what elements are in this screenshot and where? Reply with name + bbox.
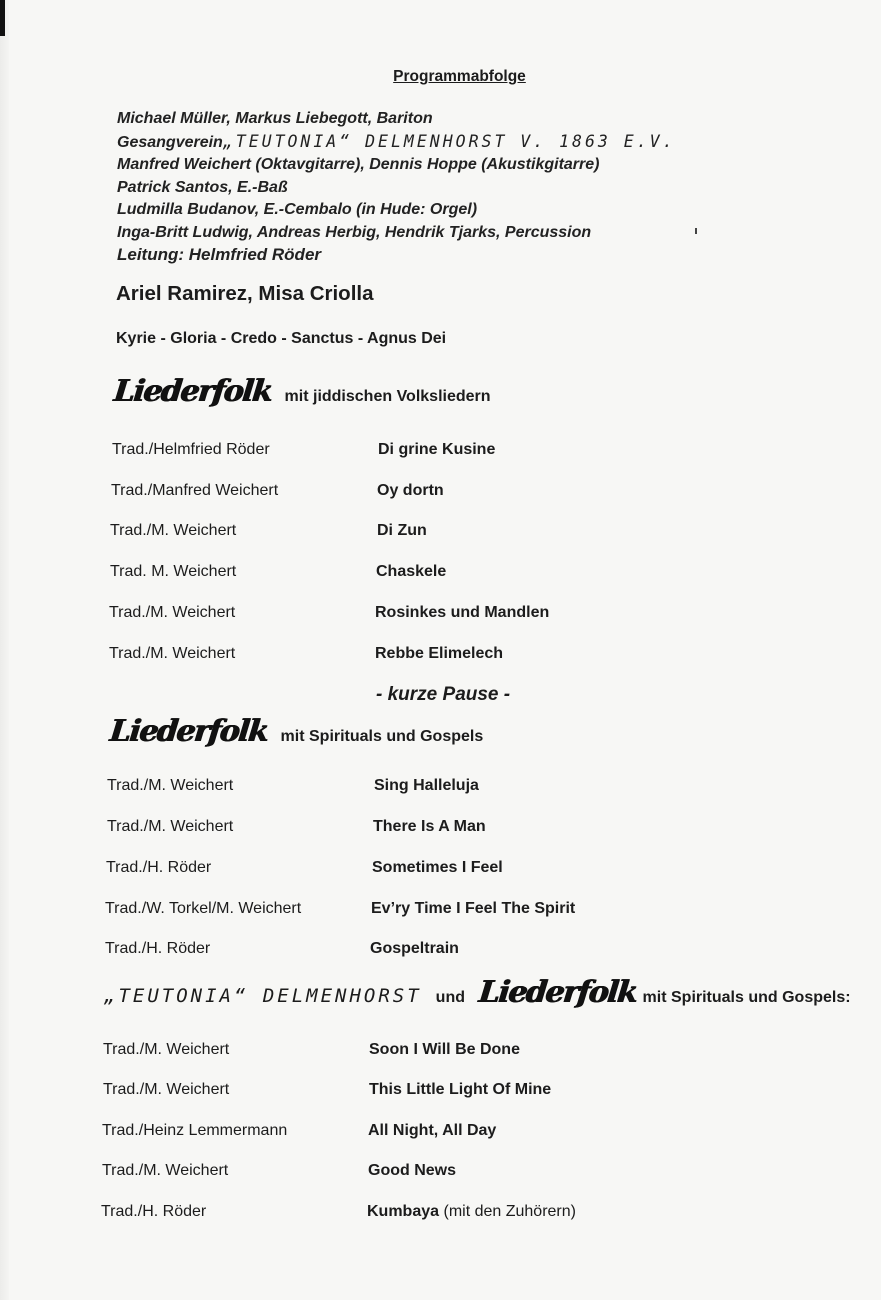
scan-mark [0,0,5,36]
song-title [367,1203,576,1221]
choir-name: „TEUTONIA“ DELMENHORST V. 1863 E.V. [222,131,676,151]
song-title: Rosinkes und Mandlen [375,604,550,621]
song-title: Gospeltrain [370,940,459,957]
stray-mark [695,228,697,234]
section-heading-spirituals [110,714,483,749]
choir-prefix: Gesangverein [117,133,223,151]
song-name: Kumbaya [367,1203,440,1220]
song-title: Rebbe Elimelech [375,645,504,662]
song-title: All Night, All Day [368,1122,497,1139]
song-title: There Is A Man [373,818,486,835]
song-title: Good News [368,1162,457,1179]
arranger: Trad./M. Weichert [107,818,234,835]
arranger: Trad./M. Weichert [102,1162,229,1179]
conjunction: und [435,989,465,1006]
song-title: Soon I Will Be Done [369,1041,520,1058]
arranger: Trad./M. Weichert [103,1041,230,1058]
arranger: Trad./H. Röder [101,1203,207,1220]
performer-list [117,108,676,267]
mass-movements: Kyrie - Gloria - Credo - Sanctus - Agnus Dei [116,330,447,347]
arranger: Trad./Helmfried Röder [112,441,270,458]
arranger: Trad./Heinz Lemmermann [102,1122,288,1139]
arranger: Trad./M. Weichert [109,645,236,662]
section-heading-joint [104,975,851,1010]
performer-line: Inga-Britt Ludwig, Andreas Herbig, Hendrik Tjarks, Percussion [117,223,592,241]
liederfolk-logo: Liederfolk [108,714,270,749]
arranger: Trad./Manfred Weichert [111,482,279,499]
arranger: Trad./M. Weichert [107,777,234,794]
song-title: Oy dortn [377,482,444,499]
performer-line: Patrick Santos, E.-Baß [117,178,288,196]
song-title: Sing Halleluja [374,777,479,794]
song-note: (mit den Zuhörern) [443,1203,576,1220]
scan-edge [0,0,9,1300]
intermission: - kurze Pause - [376,684,511,705]
section-heading-text: mit Spirituals und Gospels: [642,989,851,1006]
liederfolk-logo: Liederfolk [477,975,639,1010]
song-title: Chaskele [376,563,447,580]
song-title: Di grine Kusine [378,441,496,458]
song-title: Di Zun [377,522,427,539]
page-title: Programmabfolge [393,68,526,85]
arranger: Trad. M. Weichert [110,563,237,580]
arranger: Trad./M. Weichert [103,1081,230,1098]
conductor-line: Leitung: Helmfried Röder [117,245,322,264]
section-heading-jiddisch [114,374,491,409]
performer-line: Manfred Weichert (Oktavgitarre), Dennis Hoppe (Akustikgitarre) [117,156,600,173]
liederfolk-logo: Liederfolk [112,374,274,409]
performer-line: Michael Müller, Markus Liebegott, Bariton [117,110,433,127]
arranger: Trad./W. Torkel/M. Weichert [105,900,302,917]
performer-line: Ludmilla Budanov, E.-Cembalo (in Hude: Orgel) [117,201,478,218]
choir-name: „TEUTONIA“ DELMENHORST [104,985,422,1007]
arranger: Trad./H. Röder [105,940,211,957]
arranger: Trad./M. Weichert [110,522,237,539]
song-title: Ev’ry Time I Feel The Spirit [371,900,576,917]
song-title: Sometimes I Feel [372,859,503,876]
arranger: Trad./M. Weichert [109,604,236,621]
composer-title: Ariel Ramirez, Misa Criolla [116,282,374,305]
song-title: This Little Light Of Mine [369,1081,552,1098]
section-heading-text: mit jiddischen Volksliedern [284,388,491,405]
section-heading-text: mit Spirituals und Gospels [280,728,484,745]
arranger: Trad./H. Röder [106,859,212,876]
choir-line [117,131,676,155]
